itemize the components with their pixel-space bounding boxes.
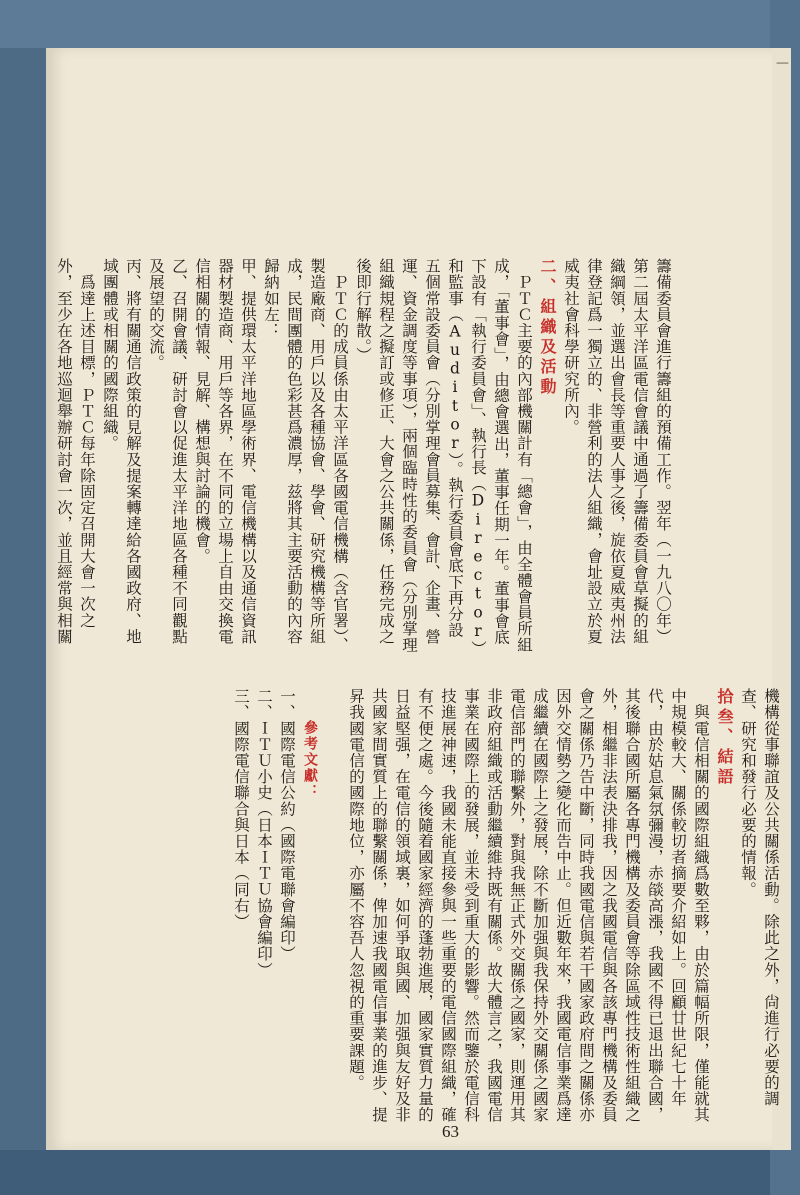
section-heading-organization: 二、組織及活動: [538, 258, 557, 398]
paragraph: 爲達上述目標，ＰＴＣ每年除固定召開大會一次之外，至少在各地巡迴舉辦研討會一次，並且經常與相關: [55, 258, 96, 645]
reference-item: 二、ＩＴＵ小史（日本ＩＴＵ協會編印）: [255, 688, 273, 978]
references-heading: 參考文獻：: [302, 720, 318, 801]
page-number: 63: [442, 1122, 459, 1141]
list-item: 乙、召開會議、研討會以促進太平洋地區各種不同觀點及展望的交流。: [147, 258, 188, 645]
text-column-lower: [162, 688, 782, 1128]
book-cover-top: [0, 0, 800, 48]
paragraph: ＰＴＣ的成員係由太平洋區各國電信機構（含官署）、製造廠商、用戶以及各種協會、學會、研究機構等所組成，民間團體的色彩甚爲濃厚，兹將其主要活動的內容歸納如左：: [262, 258, 349, 653]
book-cover-bottom: [0, 1150, 800, 1195]
reference-item: 三、國際電信聯合與日本（同右）: [232, 688, 250, 930]
list-item: 甲、提供環太平洋地區學術界、電信機構以及通信資訊器材製造商、用戶等各界，在不同的立場上自由交換電信相關的情報、見解、構想與討論的機會。: [193, 258, 257, 645]
list-item: 丙、將有關通信政策的見解及提案轉達給各國政府、地域團體或相關的國際組織。: [101, 258, 142, 645]
reference-item: 一、國際電信公約（國際電聯會編印）: [278, 688, 296, 962]
show-through-text: ┃: [776, 60, 787, 67]
text-column-upper: [55, 258, 674, 653]
paragraph: 與電信相關的國際組織爲數至夥，由於篇幅所限，僅能就其中規模較大、關係較切者摘要介紹如上。回顧廿世紀七十年代，由於姑息氣氛彌漫，赤燄高漲，我國不得已退出聯合國，其後聯合國所屬各專門機構及委員會等除區域性技術性組織之外，相繼非法表決排我，因之我國電信與各該專門機構及委員會之關係乃告中斷，同時我國電信與若干國家政府間之關係亦因外交情勢之變化而告中止。但近數年來，我國電信事業爲達成繼續在國際上之發展，除不斷加强與我保持外交關係之國家電信部門的聯繫外，對與我無正式外交關係之國家，則運用其非政府組織或活動繼續維持既有關係。故大體言之，我國電信事業在國際上的發展，並未受到重大的影響。然而鑒於電信科技進展神速，我國未能直接參與一些重要的電信國際組織，確有不便之處。今後隨着國家經濟的蓬勃進展，國家實質力量的日益堅强，在電信的領域裏，如何爭取與國、加强與友好及非共國家間實質上的聯繫關係，俾加速我國電信事業的進步、提昇我國電信的國際地位，亦屬不容吾人忽視的重要課題。: [347, 688, 710, 1123]
section-heading-conclusion: 拾叁、結語: [715, 688, 734, 788]
paragraph: 籌備委員會進行籌組的預備工作。翌年（一九八〇年）第二屆太平洋區電信會議中通過了籌備委員會草擬的組織綱領，並選出會長等重要人事之後，旋依夏威夷州法律登記爲一獨立的、非營利的法人組織，會址設立於夏威夷社會科學研究所內。: [562, 258, 672, 645]
paragraph: 機構從事聯誼及公共關係活動。除此之外，尙進行必要的調查、研究和發行必要的情報。: [739, 688, 780, 1107]
paragraph: ＰＴＣ主要的內部機關計有「總會」，由全體會員所組成，「董事會」，由總會選出，董事任期一年。董事會底下設有「執行委員會」、執行長（Director）和監事（Auditor）。執行委員會底下再分設五個常設委員會（分別掌理會員募集、會計、企畫、營運、資金調度等事項），兩個臨時性的委員會（分別掌理組織規程之擬訂或修正、大會之公共關係，任務完成之後即行解散。）: [354, 258, 533, 653]
book-page: [46, 48, 780, 1150]
